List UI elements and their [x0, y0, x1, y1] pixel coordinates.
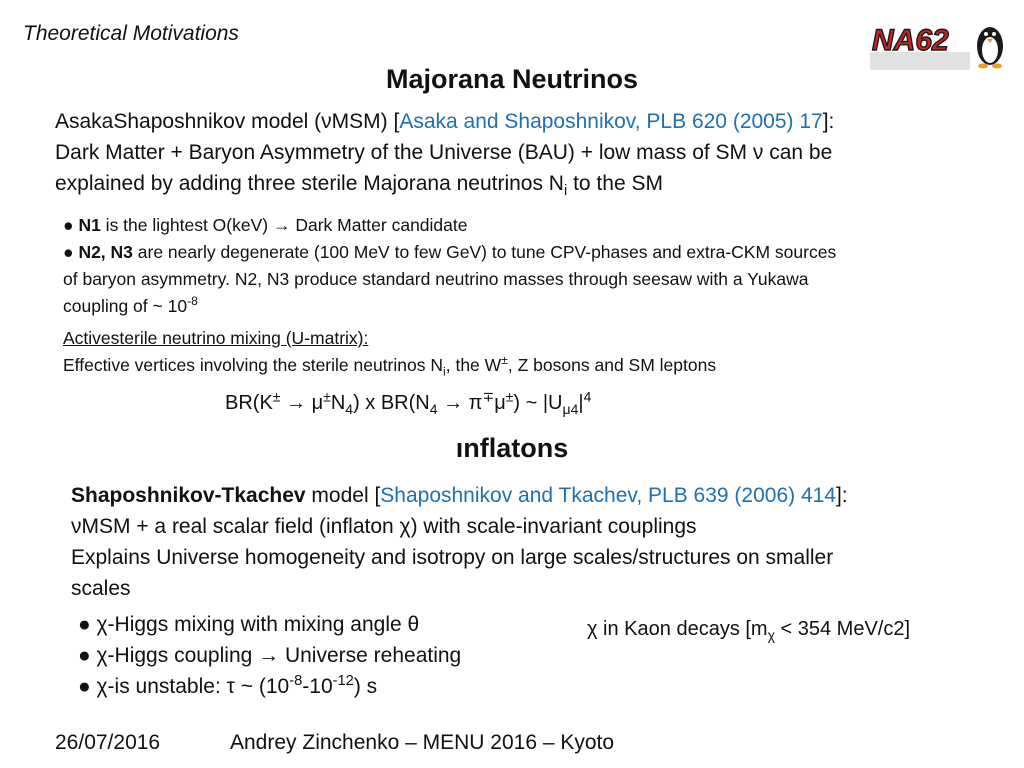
majorana-title: Majorana Neutrinos [385, 64, 639, 94]
mixing-title: Activesterile neutrino mixing (U-matrix): [63, 328, 369, 348]
n2n3-text: are nearly degenerate (100 MeV to few GeV) to tune CPV-phases and extra-CKM sources [132, 242, 837, 262]
inflaton-bullets [78, 609, 461, 702]
yukawa-text: coupling of ~ 10 [63, 296, 188, 316]
mixing-sup: ± [501, 353, 508, 368]
bullet-n1: ● N1 is the lightest O(keV) → Dark Matter candidate [63, 215, 468, 235]
bullet-coupling: ● χ-Higgs coupling → Universe reheating [78, 644, 462, 667]
n1-label: N1 [78, 215, 101, 235]
bullet-n2n3-line2: of baryon asymmetry. N2, N3 produce standard neutrino masses through seesaw with a Yukawa [63, 269, 809, 289]
branching-ratio-formula: $BR(K^\pm \to \mu^\pm N_4)$ x $BR(N_4 \to \pi^\mp\mu^\pm)$ ~ $|U_{\mu 4}|^4$ [225, 388, 592, 417]
intro-prefix: AsakaShaposhnikov model (νMSM) [ [55, 110, 400, 133]
footer-date: 26/07/2016 [55, 731, 161, 754]
mixing-end: , Z bosons and SM leptons [507, 355, 717, 375]
yukawa-exponent: -8 [187, 294, 198, 309]
inflaton-model [71, 480, 951, 604]
bullet-n2n3-line3 [63, 293, 993, 320]
intro-line-3 [55, 168, 834, 199]
kaon-decay-note: χ in Kaon decays [$m_\chi < 354$ MeV/c2] [587, 618, 911, 643]
section-header: Theoretical Motivations [23, 22, 239, 45]
mixing-mid: , the W [445, 355, 502, 375]
n2n3-label: N2, N3 [78, 242, 133, 262]
mixing-line [63, 352, 993, 379]
model-post: ]: [836, 484, 848, 507]
penguin-icon [977, 27, 1003, 69]
bullet-mixing: ● χ-Higgs mixing with mixing angle θ [78, 613, 420, 636]
n1-text: is the lightest O(keV) → Dark Matter candidate [100, 215, 468, 235]
mixing-section [63, 325, 993, 379]
mixing-text: Effective vertices involving the sterile neutrinos N [63, 355, 443, 375]
shaposhnikov-reference-link[interactable]: Shaposhnikov and Tkachev, PLB 639 (2006) 414 [380, 484, 836, 507]
bullet-lifetime: ● χ-is unstable: τ ~ $(10^{-8}-10^{-12})$ s [78, 673, 378, 698]
intro-line [55, 106, 834, 137]
bullet-n2n3: ● N2, N3 are nearly degenerate (100 MeV to few GeV) to tune CPV-phases and extra-CKM sources [63, 242, 837, 262]
model-line [71, 480, 951, 511]
mixing-sub: i [443, 364, 446, 379]
neutrino-bullets [63, 212, 993, 320]
majorana-intro [55, 106, 834, 199]
intro-line-2: Dark Matter + Baryon Asymmetry of the Universe (BAU) + low mass of SM ν can be [55, 141, 833, 164]
model-line-4: scales [71, 577, 131, 600]
model-pre: model [ [305, 484, 381, 507]
intro-line-3-text: explained by adding three sterile Majorana neutrinos N [55, 172, 564, 195]
model-line-2: νMSM + a real scalar field (inflaton χ) with scale-invariant couplings [71, 515, 697, 538]
na62-logo-text: NA62 [872, 24, 949, 57]
model-name: Shaposhnikov-Tkachev [71, 484, 306, 507]
footer-author: Andrey Zinchenko – MENU 2016 – Kyoto [230, 731, 615, 754]
model-line-3: Explains Universe homogeneity and isotropy on large scales/structures on smaller [71, 546, 834, 569]
asaka-reference-link[interactable]: Asaka and Shaposhnikov, PLB 620 (2005) 17 [399, 110, 823, 133]
intro-line-3-end: to the SM [567, 172, 663, 195]
inflatons-title: ınflatons [455, 433, 569, 463]
intro-suffix: ]: [822, 110, 835, 133]
intro-line-3-sub: i [563, 183, 568, 200]
